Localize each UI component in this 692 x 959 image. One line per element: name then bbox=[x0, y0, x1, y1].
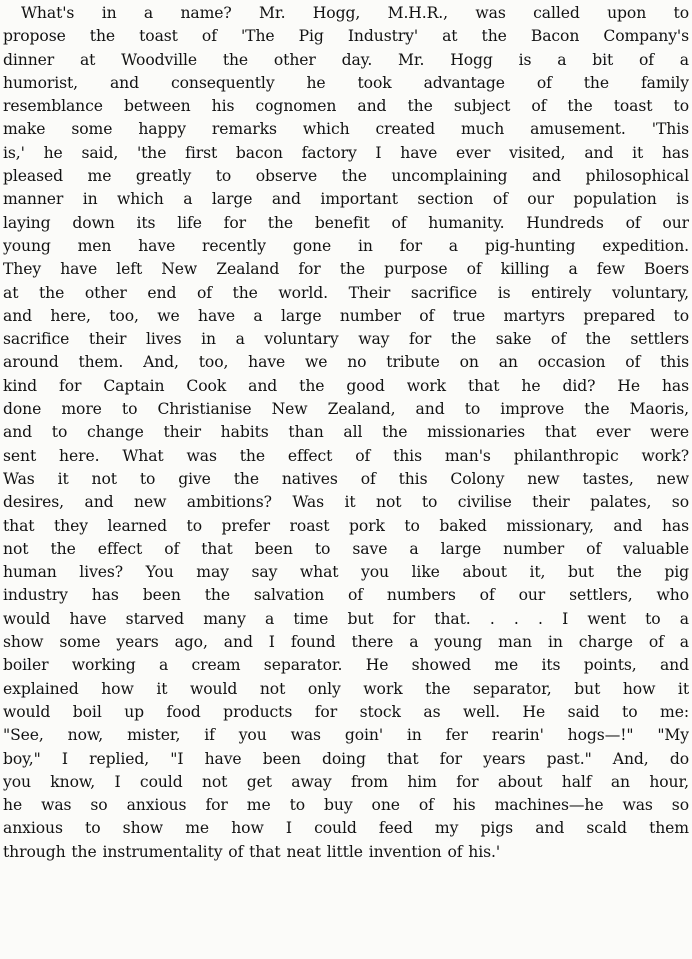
text-line: propose the toast of 'The Pig Industry' at the Bacon Company's bbox=[3, 27, 689, 46]
text-line: They have left New Zealand for the purpose of killing a few Boers bbox=[3, 260, 689, 279]
text-line: manner in which a large and important section of our population is bbox=[3, 190, 689, 209]
text-line: and here, too, we have a large number of true martyrs prepared to bbox=[3, 306, 689, 325]
text-line: through the instrumentality of that neat little invention of his.' bbox=[3, 842, 501, 861]
text-line: is,' he said, 'the first bacon factory I have ever visited, and it has bbox=[3, 143, 689, 162]
text-line: sent here. What was the effect of this man's philanthropic work? bbox=[3, 446, 689, 465]
text-line: resemblance between his cognomen and the subject of the toast to bbox=[3, 97, 689, 116]
text-line: explained how it would not only work the separator, but how it bbox=[3, 679, 689, 698]
text-line: human lives? You may say what you like about it, but the pig bbox=[3, 563, 689, 582]
text-line: kind for Captain Cook and the good work that he did? He has bbox=[3, 376, 689, 395]
text-line: anxious to show me how I could feed my pigs and scald them bbox=[3, 819, 689, 838]
text-line: he was so anxious for me to buy one of his machines—he was so bbox=[3, 796, 689, 815]
text-line: What's in a name? Mr. Hogg, M.H.R., was called upon to bbox=[21, 4, 689, 22]
text-line: boy," I replied, "I have been doing that for years past." And, do bbox=[3, 749, 689, 768]
text-line: show some years ago, and I found there a young man in charge of a bbox=[3, 633, 689, 652]
text-line: around them. And, too, have we no tribute on an occasion of this bbox=[3, 353, 689, 372]
text-line: desires, and new ambitions? Was it not to civilise their palates, so bbox=[3, 493, 689, 512]
text-line: industry has been the salvation of numbers of our settlers, who bbox=[3, 586, 689, 605]
text-line: not the effect of that been to save a large number of valuable bbox=[3, 539, 689, 558]
text-line: at the other end of the world. Their sacrifice is entirely voluntary, bbox=[3, 283, 689, 302]
text-line: humorist, and consequently he took advantage of the family bbox=[3, 73, 689, 92]
text-line: laying down its life for the benefit of humanity. Hundreds of our bbox=[3, 213, 689, 232]
text-line: sacrifice their lives in a voluntary way for the sake of the settlers bbox=[3, 330, 689, 349]
text-line: boiler working a cream separator. He showed me its points, and bbox=[3, 656, 689, 675]
text-line: make some happy remarks which created much amusement. 'This bbox=[3, 120, 689, 139]
text-line: young men have recently gone in for a pig-hunting expedition. bbox=[3, 236, 689, 255]
article-text bbox=[3, 2, 689, 864]
text-line: that they learned to prefer roast pork to baked missionary, and has bbox=[3, 516, 689, 535]
text-line: dinner at Woodville the other day. Mr. Hogg is a bit of a bbox=[3, 50, 689, 69]
text-line: pleased me greatly to observe the uncomplaining and philosophical bbox=[3, 167, 689, 186]
text-line: Was it not to give the natives of this Colony new tastes, new bbox=[3, 469, 689, 488]
text-line: "See, now, mister, if you was goin' in fer rearin' hogs—!" "My bbox=[3, 726, 689, 745]
text-line: would boil up food products for stock as well. He said to me: bbox=[3, 702, 689, 721]
text-line: would have starved many a time but for that. . . . I went to a bbox=[3, 609, 689, 628]
text-line: you know, I could not get away from him for about half an hour, bbox=[3, 772, 689, 791]
text-line: done more to Christianise New Zealand, and to improve the Maoris, bbox=[3, 400, 689, 419]
text-line: and to change their habits than all the missionaries that ever were bbox=[3, 423, 689, 442]
